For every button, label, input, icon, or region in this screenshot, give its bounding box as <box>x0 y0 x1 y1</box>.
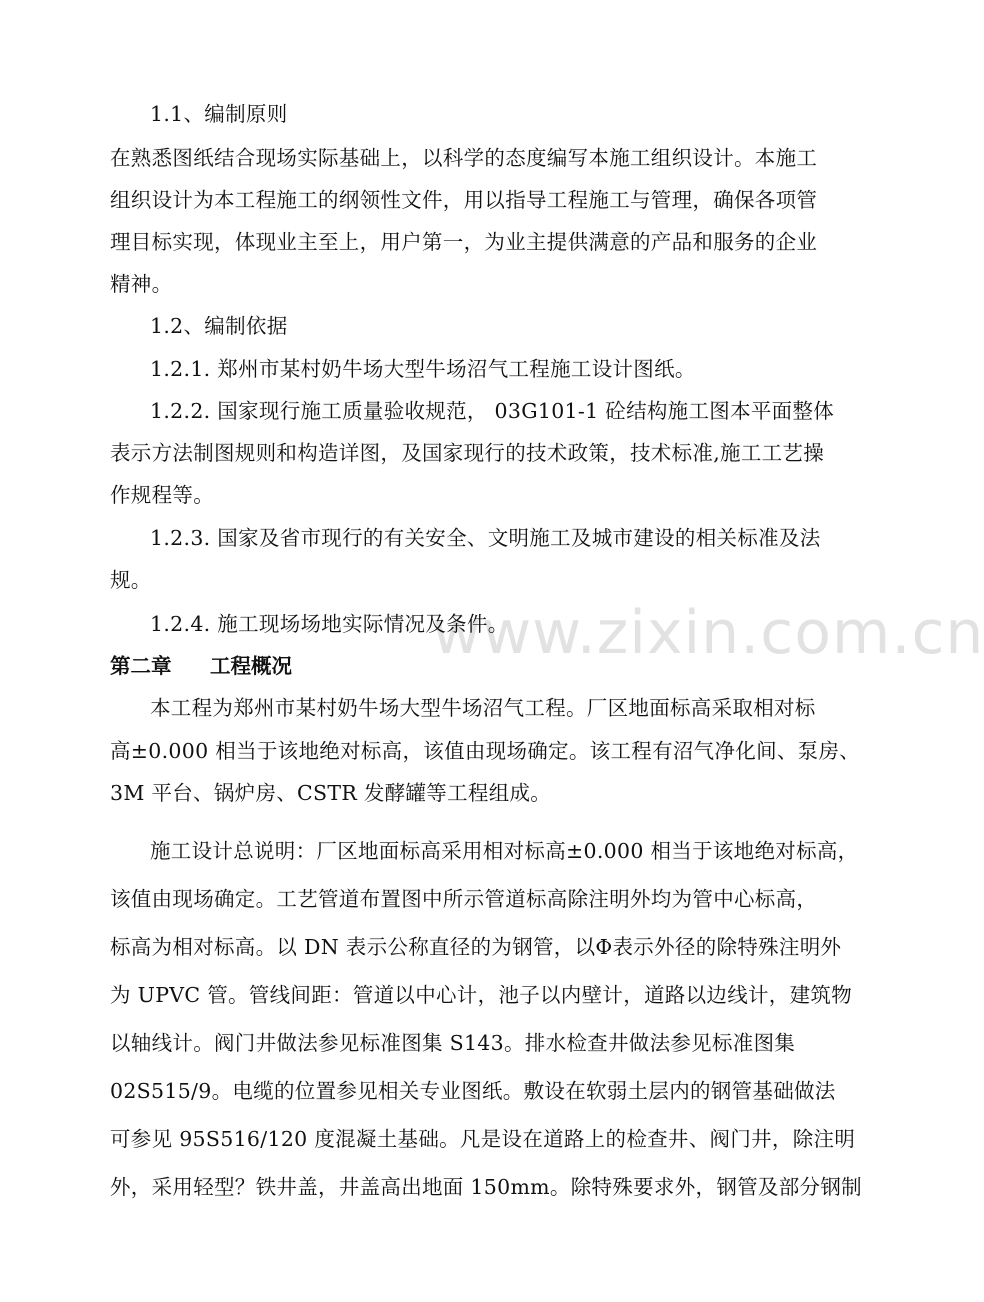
paragraph-line: 理目标实现，体现业主至上，用户第一，为业主提供满意的产品和服务的企业 <box>110 230 818 254</box>
paragraph-line: 规。 <box>110 568 152 592</box>
paragraph-line: 3M 平台、锅炉房、CSTR 发酵罐等工程组成。 <box>110 781 552 805</box>
paragraph-line: 表示方法制图规则和构造详图，及国家现行的技术政策，技术标准,施工工艺操 <box>110 441 825 465</box>
paragraph-line: 外，采用轻型？铁井盖，井盖高出地面 150mm。除特殊要求外，钢管及部分钢制 <box>110 1175 862 1199</box>
paragraph-line: 施工设计总说明：厂区地面标高采用相对标高±0.000 相当于该地绝对标高， <box>150 839 859 863</box>
paragraph-line: 该值由现场确定。工艺管道布置图中所示管道标高除注明外均为管中心标高， <box>110 887 818 911</box>
chapter-heading <box>110 653 292 679</box>
list-item-1-2-1: 1.2.1. 郑州市某村奶牛场大型牛场沼气工程施工设计图纸。 <box>150 357 696 381</box>
watermark: www.zixin.com.cn <box>432 598 984 668</box>
paragraph-line: 在熟悉图纸结合现场实际基础上，以科学的态度编写本施工组织设计。本施工 <box>110 146 818 170</box>
paragraph-line: 精神。 <box>110 272 173 296</box>
paragraph-line: 标高为相对标高。以 DN 表示公称直径的为钢管，以Φ表示外径的除特殊注明外 <box>110 935 842 959</box>
section-1-1-heading: 1.1、编制原则 <box>150 102 288 126</box>
chapter-number: 第二章 <box>110 654 172 678</box>
list-item-1-2-2: 1.2.2. 国家现行施工质量验收规范， 03G101-1 砼结构施工图本平面整体 <box>150 399 835 423</box>
paragraph-line: 02S515/9。电缆的位置参见相关专业图纸。敷设在软弱土层内的钢管基础做法 <box>110 1079 836 1103</box>
list-item-1-2-3: 1.2.3. 国家及省市现行的有关安全、文明施工及城市建设的相关标准及法 <box>150 526 821 550</box>
paragraph-line: 本工程为郑州市某村奶牛场大型牛场沼气工程。厂区地面标高采取相对标 <box>150 696 816 720</box>
paragraph-line: 可参见 95S516/120 度混凝土基础。凡是设在道路上的检查井、阀门井，除注明 <box>110 1127 856 1151</box>
section-1-2-heading: 1.2、编制依据 <box>150 314 288 338</box>
paragraph-line: 以轴线计。阀门井做法参见标准图集 S143。排水检查井做法参见标准图集 <box>110 1031 796 1055</box>
chapter-title: 工程概况 <box>210 654 292 678</box>
paragraph-line: 组织设计为本工程施工的纲领性文件，用以指导工程施工与管理，确保各项管 <box>110 188 818 212</box>
list-item-1-2-4: 1.2.4. 施工现场场地实际情况及条件。 <box>150 612 509 636</box>
paragraph-line: 高±0.000 相当于该地绝对标高，该值由现场确定。该工程有沼气净化间、泵房、 <box>110 739 861 763</box>
paragraph-line: 作规程等。 <box>110 483 214 507</box>
paragraph-line: 为 UPVC 管。管线间距：管道以中心计，池子以内壁计，道路以边线计，建筑物 <box>110 983 852 1007</box>
